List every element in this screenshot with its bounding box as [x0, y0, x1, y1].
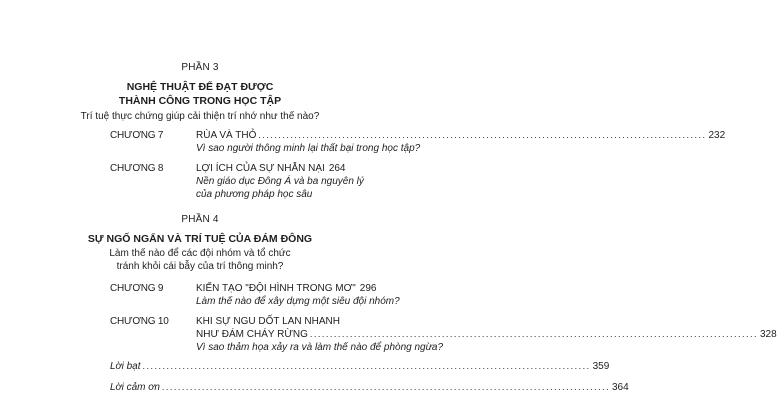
chapter-8-page: 264: [328, 163, 346, 174]
chapter-10-entry[interactable]: [196, 328, 777, 341]
part-4-subtitle-line-1: Làm thế nào để các đội nhóm và tổ chức: [109, 248, 291, 259]
part-4-subtitle-line-2: tránh khỏi cái bẫy của trí thông minh?: [116, 261, 284, 272]
chapter-8-entry[interactable]: [196, 162, 344, 175]
leader-dots: ................................................................................................................: [309, 329, 758, 339]
afterword-label: Lời bạt: [110, 361, 141, 372]
acknowledgements-label: Lời cảm ơn: [110, 382, 160, 393]
chapter-10-title-line-2: NHƯ ĐÁM CHÁY RỪNG: [196, 329, 308, 340]
chapter-8-description-line-1: Nền giáo dục Đông Á và ba nguyên lý: [196, 176, 364, 187]
chapter-7-entry[interactable]: [196, 129, 726, 142]
chapter-8-label: CHƯƠNG 8: [110, 163, 164, 174]
chapter-9-title: KIẾN TẠO "ĐỘI HÌNH TRONG MƠ": [196, 283, 356, 294]
chapter-7-label: CHƯƠNG 7: [110, 130, 164, 141]
afterword-page: 359: [592, 361, 610, 372]
chapter-8-title: LỢI ÍCH CỦA SỰ NHẪN NẠI: [196, 163, 325, 174]
part-3-label: PHẦN 3: [181, 62, 219, 73]
acknowledgements-entry[interactable]: [110, 381, 629, 394]
afterword-entry[interactable]: [110, 360, 610, 373]
chapter-7-page: 232: [708, 130, 726, 141]
chapter-7-title: RÙA VÀ THỎ: [196, 130, 257, 141]
chapter-9-entry[interactable]: [196, 282, 377, 295]
chapter-10-label: CHƯƠNG 10: [110, 316, 169, 327]
chapter-7-description: Vì sao người thông minh lại thất bại trong học tập?: [196, 143, 421, 154]
part-3-title-line-1: NGHỆ THUẬT ĐỂ ĐẠT ĐƯỢC: [126, 81, 274, 93]
chapter-10-title-line-1: KHI SỰ NGU DỐT LAN NHANH: [196, 316, 340, 327]
part-4-title: SỰ NGỐ NGẨN VÀ TRÍ TUỆ CỦA ĐÁM ĐÔNG: [87, 233, 313, 245]
part-4-label: PHẦN 4: [181, 214, 219, 225]
chapter-9-description: Làm thế nào để xây dựng một siêu đội nhóm?: [196, 296, 400, 307]
leader-dots: ................................................................................................................: [258, 130, 707, 140]
leader-dots: ................................................................................................................: [161, 382, 610, 392]
chapter-8-description-line-2: của phương pháp học sâu: [196, 189, 313, 200]
part-3-subtitle: Trí tuệ thực chứng giúp cải thiện trí nhớ như thế nào?: [80, 111, 320, 122]
chapter-10-page: 328: [759, 329, 777, 340]
chapter-10-description: Vì sao thảm họa xảy ra và làm thế nào để phòng ngừa?: [196, 342, 444, 353]
chapter-9-label: CHƯƠNG 9: [110, 283, 164, 294]
leader-dots: ................................................................................................................: [142, 361, 591, 371]
chapter-9-page: 296: [359, 283, 377, 294]
acknowledgements-page: 364: [611, 382, 629, 393]
part-3-title-line-2: THÀNH CÔNG TRONG HỌC TẬP: [118, 95, 282, 107]
